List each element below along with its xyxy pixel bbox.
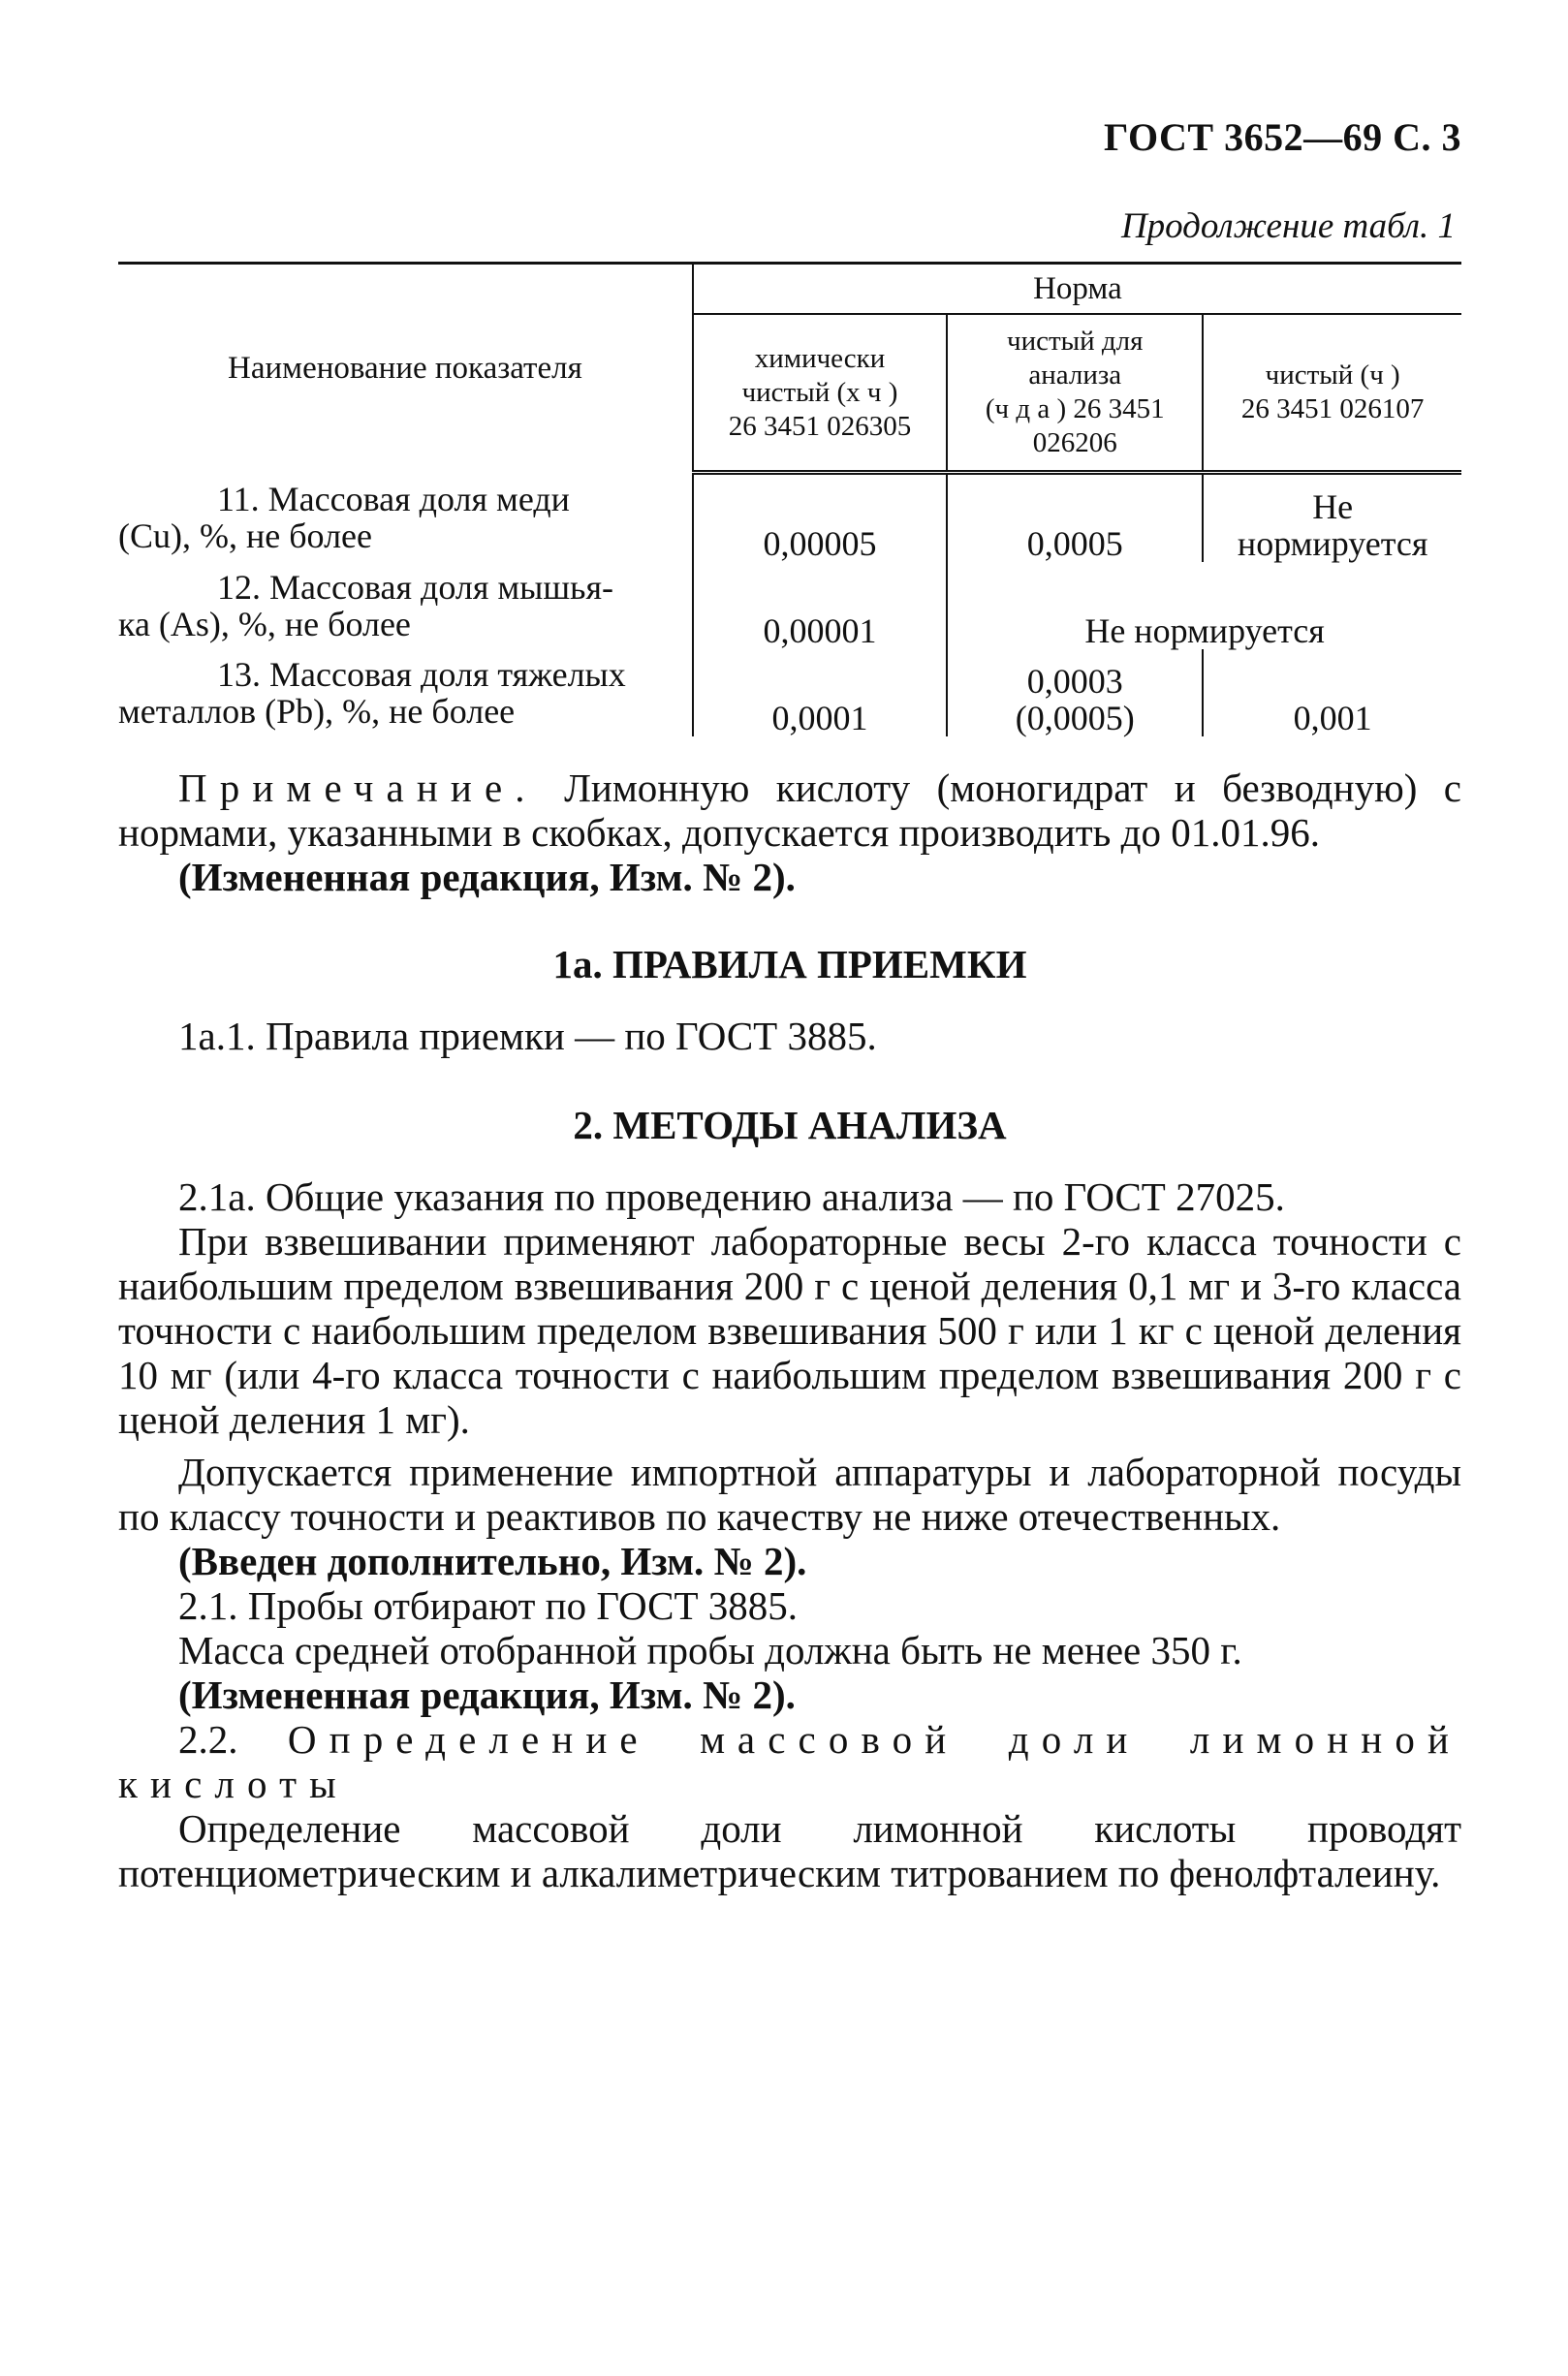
column-header-norma: Норма — [693, 264, 1461, 315]
column-header-name: Наименование показателя — [118, 264, 693, 473]
cell-value: 0,001 — [1203, 649, 1461, 736]
paragraph-2-2-heading: 2.2. Определение массовой доли лимонной кислоты — [118, 1717, 1461, 1806]
column-header-grade-pure: чистый (ч ) 26 3451 026107 — [1203, 314, 1461, 473]
row-name: 12. Массовая доля мышья- ка (As), %, не более — [118, 568, 614, 643]
row-name: 11. Массовая доля меди (Cu), %, не более — [118, 479, 570, 555]
column-header-grade-chemically-pure: химически чистый (х ч ) 26 3451 026305 — [693, 314, 947, 473]
norms-table — [118, 262, 1461, 736]
paragraph-sample-mass: Масса средней отобранной пробы должна быть не менее 350 г. — [178, 1628, 1242, 1673]
paragraph-2-1a: 2.1a. Общие указания по проведению анализа — по ГОСТ 27025. — [178, 1174, 1285, 1219]
table-row — [118, 649, 1461, 736]
amendment-changed: (Измененная редакция, Изм. № 2). — [178, 1673, 796, 1717]
cell-value: 0,00001 — [693, 562, 947, 649]
table-row — [118, 473, 1461, 563]
paragraph-2-1: 2.1. Пробы отбирают по ГОСТ 3885. — [178, 1583, 799, 1628]
table-note: Примечание. Лимонную кислоту (моногидрат и безводную) с нормами, указанными в скобках, допускается производить до 01.01.96. — [118, 766, 1461, 855]
column-header-grade-analytical: чистый для анализа (ч д а ) 26 3451 026206 — [947, 314, 1203, 473]
amendment-added: (Введен дополнительно, Изм. № 2). — [178, 1539, 807, 1583]
cell-value: 0,00005 — [693, 473, 947, 563]
cell-value: 0,0001 — [693, 649, 947, 736]
table-row — [118, 562, 1461, 649]
paragraph-import: Допускается применение импортной аппаратуры и лабораторной посуды по классу точности и реактивов по качеству не ниже отечественных. — [118, 1450, 1461, 1539]
amendment-note: (Измененная редакция, Изм. № 2). — [178, 855, 796, 899]
row-name: 13. Массовая доля тяжелых металлов (Pb), %, не более — [118, 655, 626, 731]
document-body — [118, 766, 1461, 1895]
cell-value-merged: Не нормируется — [947, 562, 1461, 649]
page-header: ГОСТ 3652—69 С. 3 — [1103, 115, 1461, 159]
cell-value: 0,0003 (0,0005) — [947, 649, 1203, 736]
paragraph-2-2-text: Определение массовой доли лимонной кислоты проводят потенциометрическим и алкалиметрическим титрованием по фенолфталеину. — [118, 1806, 1461, 1895]
section-title-1a: 1a. ПРАВИЛА ПРИЕМКИ — [552, 942, 1027, 986]
paragraph-1a1: 1a.1. Правила приемки — по ГОСТ 3885. — [178, 1014, 877, 1058]
table-caption: Продолжение табл. 1 — [1120, 206, 1456, 246]
section-title-2: 2. МЕТОДЫ АНАЛИЗА — [573, 1103, 1007, 1147]
cell-value: Не нормируется — [1203, 473, 1461, 563]
paragraph-weighing: При взвешивании применяют лабораторные весы 2-го класса точности с наибольшим пределом взвешивания 200 г с ценой деления 0,1 мг и 3-го класса точности с наибольшим пределом взвешивания 500 г или 1 кг с ценой деления 10 мг (или 4-го класса точности с наибольшим пределом взвешивания 200 г с ценой деления 1 мг). — [118, 1219, 1461, 1442]
cell-value: 0,0005 — [947, 473, 1203, 563]
